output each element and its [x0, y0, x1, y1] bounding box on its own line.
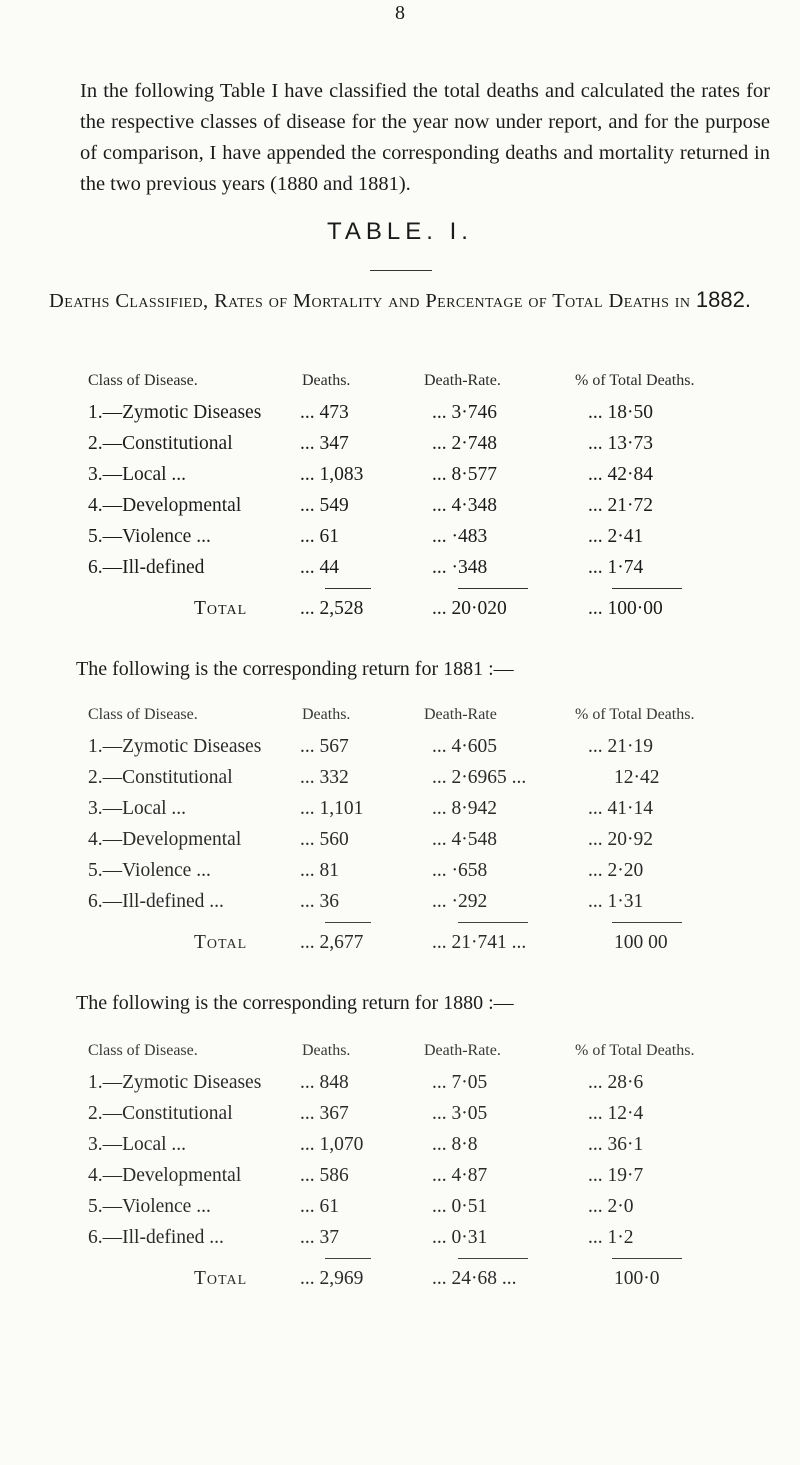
row-class: 3.—Local ... — [88, 798, 187, 819]
total-rate: ... 21·741 ... — [432, 932, 527, 953]
row-rate: ... 8·577 — [432, 464, 497, 485]
col-header-percent: % of Total Deaths. — [575, 706, 695, 723]
row-rate: ... ·658 — [432, 860, 488, 881]
total-percent: 100 00 — [614, 932, 668, 953]
row-class: 1.—Zymotic Diseases — [88, 402, 262, 423]
col-header-deaths: Deaths. — [302, 706, 351, 723]
total-rule — [458, 922, 528, 923]
row-deaths: ... 347 — [300, 433, 349, 454]
total-label: Total — [194, 1268, 248, 1289]
row-rate: ... 7·05 — [432, 1072, 488, 1093]
row-percent: ... 1·74 — [588, 557, 644, 578]
row-deaths: ... 36 — [300, 891, 339, 912]
row-class: 3.—Local ... — [88, 464, 187, 485]
row-rate: ... 2·6965 ... — [432, 767, 527, 788]
row-rate: ... 4·87 — [432, 1165, 488, 1186]
row-deaths: ... 61 — [300, 1196, 339, 1217]
table-title — [0, 286, 800, 315]
col-header-rate: Death-Rate. — [424, 1042, 501, 1059]
col-header-deaths: Deaths. — [302, 372, 351, 389]
row-rate: ... ·292 — [432, 891, 488, 912]
row-deaths: ... 549 — [300, 495, 349, 516]
row-percent: ... 18·50 — [588, 402, 653, 423]
row-rate: ... 8·942 — [432, 798, 497, 819]
total-deaths: ... 2,969 — [300, 1268, 364, 1289]
total-rule — [325, 1258, 371, 1259]
row-percent: ... 2·20 — [588, 860, 644, 881]
total-rate: ... 24·68 ... — [432, 1268, 517, 1289]
row-class: 2.—Constitutional — [88, 433, 233, 454]
row-deaths: ... 61 — [300, 526, 339, 547]
row-percent: ... 20·92 — [588, 829, 653, 850]
row-percent: 12·42 — [614, 767, 660, 788]
col-header-class: Class of Disease. — [88, 372, 198, 389]
col-header-class: Class of Disease. — [88, 706, 198, 723]
col-header-percent: % of Total Deaths. — [575, 372, 695, 389]
row-percent: ... 36·1 — [588, 1134, 644, 1155]
total-label: Total — [194, 598, 248, 619]
row-class: 2.—Constitutional — [88, 1103, 233, 1124]
row-rate: ... ·348 — [432, 557, 488, 578]
col-header-class: Class of Disease. — [88, 1042, 198, 1059]
row-rate: ... 4·548 — [432, 829, 497, 850]
total-rule — [325, 588, 371, 589]
row-class: 1.—Zymotic Diseases — [88, 1072, 262, 1093]
row-class: 4.—Developmental — [88, 829, 242, 850]
total-rule — [612, 1258, 682, 1259]
table-heading: TABLE. I. — [327, 218, 473, 245]
row-class: 6.—Ill-defined ... — [88, 891, 224, 912]
row-deaths: ... 1,101 — [300, 798, 364, 819]
table-title-year: 1882. — [695, 287, 751, 312]
row-deaths: ... 81 — [300, 860, 339, 881]
row-rate: ... 0·51 — [432, 1196, 488, 1217]
total-label: Total — [194, 932, 248, 953]
row-percent: ... 1·2 — [588, 1227, 634, 1248]
row-class: 6.—Ill-defined — [88, 557, 205, 578]
row-percent: ... 13·73 — [588, 433, 653, 454]
row-percent: ... 21·19 — [588, 736, 653, 757]
total-deaths: ... 2,677 — [300, 932, 364, 953]
row-deaths: ... 473 — [300, 402, 349, 423]
section-intro-1880: The following is the corresponding return for 1880 :— — [76, 992, 514, 1014]
row-deaths: ... 560 — [300, 829, 349, 850]
total-rule — [458, 588, 528, 589]
row-deaths: ... 1,083 — [300, 464, 364, 485]
row-percent: ... 19·7 — [588, 1165, 644, 1186]
table-1881 — [0, 706, 800, 1006]
row-class: 5.—Violence ... — [88, 860, 211, 881]
row-class: 5.—Violence ... — [88, 526, 211, 547]
row-rate: ... ·483 — [432, 526, 488, 547]
total-percent: 100·0 — [614, 1268, 660, 1289]
row-class: 4.—Developmental — [88, 495, 242, 516]
row-percent: ... 28·6 — [588, 1072, 644, 1093]
total-rule — [458, 1258, 528, 1259]
row-deaths: ... 848 — [300, 1072, 349, 1093]
row-deaths: ... 332 — [300, 767, 349, 788]
row-class: 1.—Zymotic Diseases — [88, 736, 262, 757]
row-class: 3.—Local ... — [88, 1134, 187, 1155]
row-rate: ... 3·746 — [432, 402, 497, 423]
row-rate: ... 8·8 — [432, 1134, 478, 1155]
row-rate: ... 4·348 — [432, 495, 497, 516]
row-deaths: ... 567 — [300, 736, 349, 757]
table-title-text: Deaths Classified, Rates of Mortality and Percentage of Total Deaths in — [49, 290, 691, 312]
col-header-rate: Death-Rate. — [424, 372, 501, 389]
total-deaths: ... 2,528 — [300, 598, 364, 619]
row-percent: ... 2·41 — [588, 526, 644, 547]
total-rule — [612, 588, 682, 589]
col-header-deaths: Deaths. — [302, 1042, 351, 1059]
table-1882 — [0, 372, 800, 672]
row-percent: ... 42·84 — [588, 464, 653, 485]
section-intro-1881: The following is the corresponding return for 1881 :— — [76, 658, 514, 680]
page-number: 8 — [395, 2, 405, 24]
col-header-rate: Death-Rate — [424, 706, 497, 723]
row-rate: ... 4·605 — [432, 736, 497, 757]
total-rule — [325, 922, 371, 923]
row-percent: ... 41·14 — [588, 798, 653, 819]
row-deaths: ... 1,070 — [300, 1134, 364, 1155]
row-percent: ... 1·31 — [588, 891, 644, 912]
intro-paragraph: In the following Table I have classified the total deaths and calculated the rates for the respective classes of disease for the year now under report, and for the purpose of comparison, I have appended the corresponding deaths and mortality returned in the two previous years (1880 and 1881). — [80, 80, 770, 195]
col-header-percent: % of Total Deaths. — [575, 1042, 695, 1059]
row-rate: ... 3·05 — [432, 1103, 488, 1124]
row-percent: ... 12·4 — [588, 1103, 644, 1124]
row-percent: ... 2·0 — [588, 1196, 634, 1217]
row-deaths: ... 44 — [300, 557, 339, 578]
total-rule — [612, 922, 682, 923]
row-class: 6.—Ill-defined ... — [88, 1227, 224, 1248]
total-percent: ... 100·00 — [588, 598, 663, 619]
row-rate: ... 2·748 — [432, 433, 497, 454]
row-class: 4.—Developmental — [88, 1165, 242, 1186]
row-deaths: ... 367 — [300, 1103, 349, 1124]
row-deaths: ... 37 — [300, 1227, 339, 1248]
row-rate: ... 0·31 — [432, 1227, 488, 1248]
row-class: 5.—Violence ... — [88, 1196, 211, 1217]
total-rate: ... 20·020 — [432, 598, 507, 619]
row-class: 2.—Constitutional — [88, 767, 233, 788]
table-1880 — [0, 1042, 800, 1342]
heading-divider — [370, 270, 432, 271]
row-deaths: ... 586 — [300, 1165, 349, 1186]
row-percent: ... 21·72 — [588, 495, 653, 516]
